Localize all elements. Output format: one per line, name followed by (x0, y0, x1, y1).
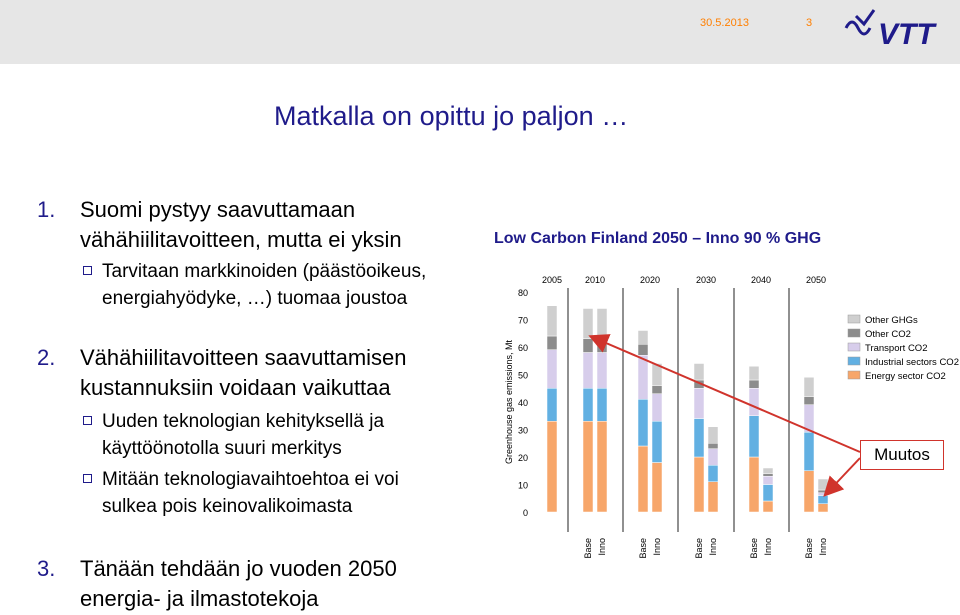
emissions-chart (498, 262, 960, 559)
subitem-text-line: käyttöönotolla suuri merkitys (102, 438, 342, 459)
bar-segment (804, 405, 814, 433)
bar-segment (547, 388, 557, 421)
bar-segment (818, 493, 828, 496)
slide-date: 30.5.2013 (700, 17, 749, 29)
scenario-label: Base (804, 538, 814, 559)
bar-segment (749, 457, 759, 512)
item-text-line: energia- ja ilmastotekoja (80, 586, 319, 611)
bar-segment (818, 490, 828, 493)
legend-swatch (848, 315, 860, 323)
year-label: 2020 (639, 275, 661, 285)
year-label: 2010 (584, 275, 606, 285)
item-text-line: Tänään tehdään jo vuoden 2050 (80, 556, 397, 581)
scenario-label: Base (583, 538, 593, 559)
item-number: 3. (37, 556, 56, 581)
legend-label: Industrial sectors CO2 (865, 357, 959, 368)
bar-segment (547, 350, 557, 389)
bar-segment (694, 364, 704, 381)
legend-swatch (848, 343, 860, 351)
bar-segment (638, 344, 648, 355)
header-bar (0, 0, 960, 64)
y-tick-label: 50 (517, 370, 528, 381)
legend-label: Energy sector CO2 (865, 371, 946, 382)
bullet-icon (83, 474, 92, 483)
y-tick-label: 30 (517, 425, 528, 436)
bar-segment (763, 485, 773, 502)
bar-segment (763, 476, 773, 484)
legend-swatch (848, 329, 860, 337)
legend-label: Other CO2 (865, 329, 911, 340)
bar-segment (597, 309, 607, 339)
scenario-label: Inno (652, 538, 662, 556)
bar-segment (652, 386, 662, 394)
bullet-icon (83, 266, 92, 275)
legend-swatch (848, 371, 860, 379)
bar-segment (652, 421, 662, 462)
bar-segment (749, 380, 759, 388)
bar-segment (708, 482, 718, 512)
bar-segment (694, 457, 704, 512)
subitem-text-line: Tarvitaan markkinoiden (päästöoikeus, (102, 261, 427, 282)
chart-title: Low Carbon Finland 2050 – Inno 90 % GHG (494, 230, 822, 247)
bar-segment (708, 427, 718, 444)
y-axis-label: Greenhouse gas emissions, Mt (504, 339, 514, 465)
subitem-text-line: Mitään teknologiavaihtoehtoa ei voi (102, 469, 399, 490)
legend-label: Transport CO2 (865, 343, 928, 354)
scenario-label: Base (694, 538, 704, 559)
bar-segment (763, 468, 773, 474)
scenario-label: Inno (818, 538, 828, 556)
logo-text: VTT (878, 18, 935, 51)
item-text-line: Vähähiilitavoitteen saavuttamisen (80, 345, 407, 370)
item-text-line: vähähiilitavoitteen, mutta ei yksin (80, 227, 402, 252)
bar-segment (638, 355, 648, 399)
y-tick-label: 70 (517, 315, 528, 326)
y-tick-label: 10 (517, 480, 528, 491)
item-text-line: kustannuksiin voidaan vaikuttaa (80, 375, 391, 400)
year-label: 2040 (750, 275, 772, 285)
bar-segment (583, 353, 593, 389)
bar-segment (652, 463, 662, 513)
bar-segment (638, 446, 648, 512)
bar-segment (583, 309, 593, 339)
bar-segment (597, 339, 607, 353)
legend-swatch (848, 357, 860, 365)
callout-box: Muutos (860, 440, 944, 470)
bar-segment (597, 388, 607, 421)
bar-segment (804, 397, 814, 405)
bar-segment (547, 336, 557, 350)
page-number: 3 (806, 17, 813, 29)
bar-segment (818, 496, 828, 504)
year-label: 2005 (541, 275, 563, 285)
legend-label: Other GHGs (865, 315, 918, 326)
bar-segment (583, 339, 593, 353)
y-tick-label: 60 (517, 343, 528, 353)
scenario-label: Inno (763, 538, 773, 556)
item-text-line: Suomi pystyy saavuttamaan (80, 197, 356, 222)
scenario-label: Base (749, 538, 759, 559)
bar-segment (708, 449, 718, 466)
vtt-logo (840, 6, 952, 52)
bar-segment (804, 377, 814, 396)
scenario-label: Inno (597, 538, 607, 556)
logo-wave-icon (846, 22, 870, 34)
y-tick-label: 80 (517, 288, 528, 298)
scenario-label: Inno (708, 538, 718, 556)
bar-segment (763, 474, 773, 477)
subitem-text-line: energiahyödyke, …) tuomaa joustoa (102, 288, 408, 309)
bar-segment (638, 331, 648, 345)
bar-segment (708, 465, 718, 482)
bar-segment (818, 479, 828, 490)
bar-segment (652, 364, 662, 386)
bar-segment (638, 399, 648, 446)
bar-segment (547, 306, 557, 336)
bar-segment (652, 394, 662, 422)
bar-segment (749, 366, 759, 380)
year-label: 2030 (695, 275, 717, 285)
bullet-icon (83, 416, 92, 425)
bar-segment (583, 388, 593, 421)
year-label: 2050 (805, 275, 827, 285)
y-tick-label: 40 (517, 398, 528, 408)
bar-segment (583, 421, 593, 512)
bar-segment (547, 421, 557, 512)
item-number: 1. (37, 197, 56, 222)
bar-segment (818, 504, 828, 512)
bar-segment (694, 380, 704, 388)
bar-segment (597, 353, 607, 389)
bar-segment (763, 501, 773, 512)
bar-segment (694, 388, 704, 418)
scenario-label: Base (638, 538, 648, 559)
bar-segment (708, 443, 718, 449)
bar-segment (749, 416, 759, 457)
y-tick-label: 20 (517, 453, 528, 463)
item-number: 2. (37, 345, 56, 370)
y-tick-label: 0 (522, 508, 528, 518)
bar-segment (694, 419, 704, 458)
subitem-text-line: sulkea pois keinovalikoimasta (102, 496, 353, 517)
bar-segment (597, 421, 607, 512)
bar-segment (804, 432, 814, 471)
bar-segment (749, 388, 759, 416)
bar-segment (804, 471, 814, 512)
subitem-text-line: Uuden teknologian kehityksellä ja (102, 411, 385, 432)
logo-check-icon (856, 10, 874, 24)
slide-title: Matkalla on opittu jo paljon … (274, 101, 629, 131)
